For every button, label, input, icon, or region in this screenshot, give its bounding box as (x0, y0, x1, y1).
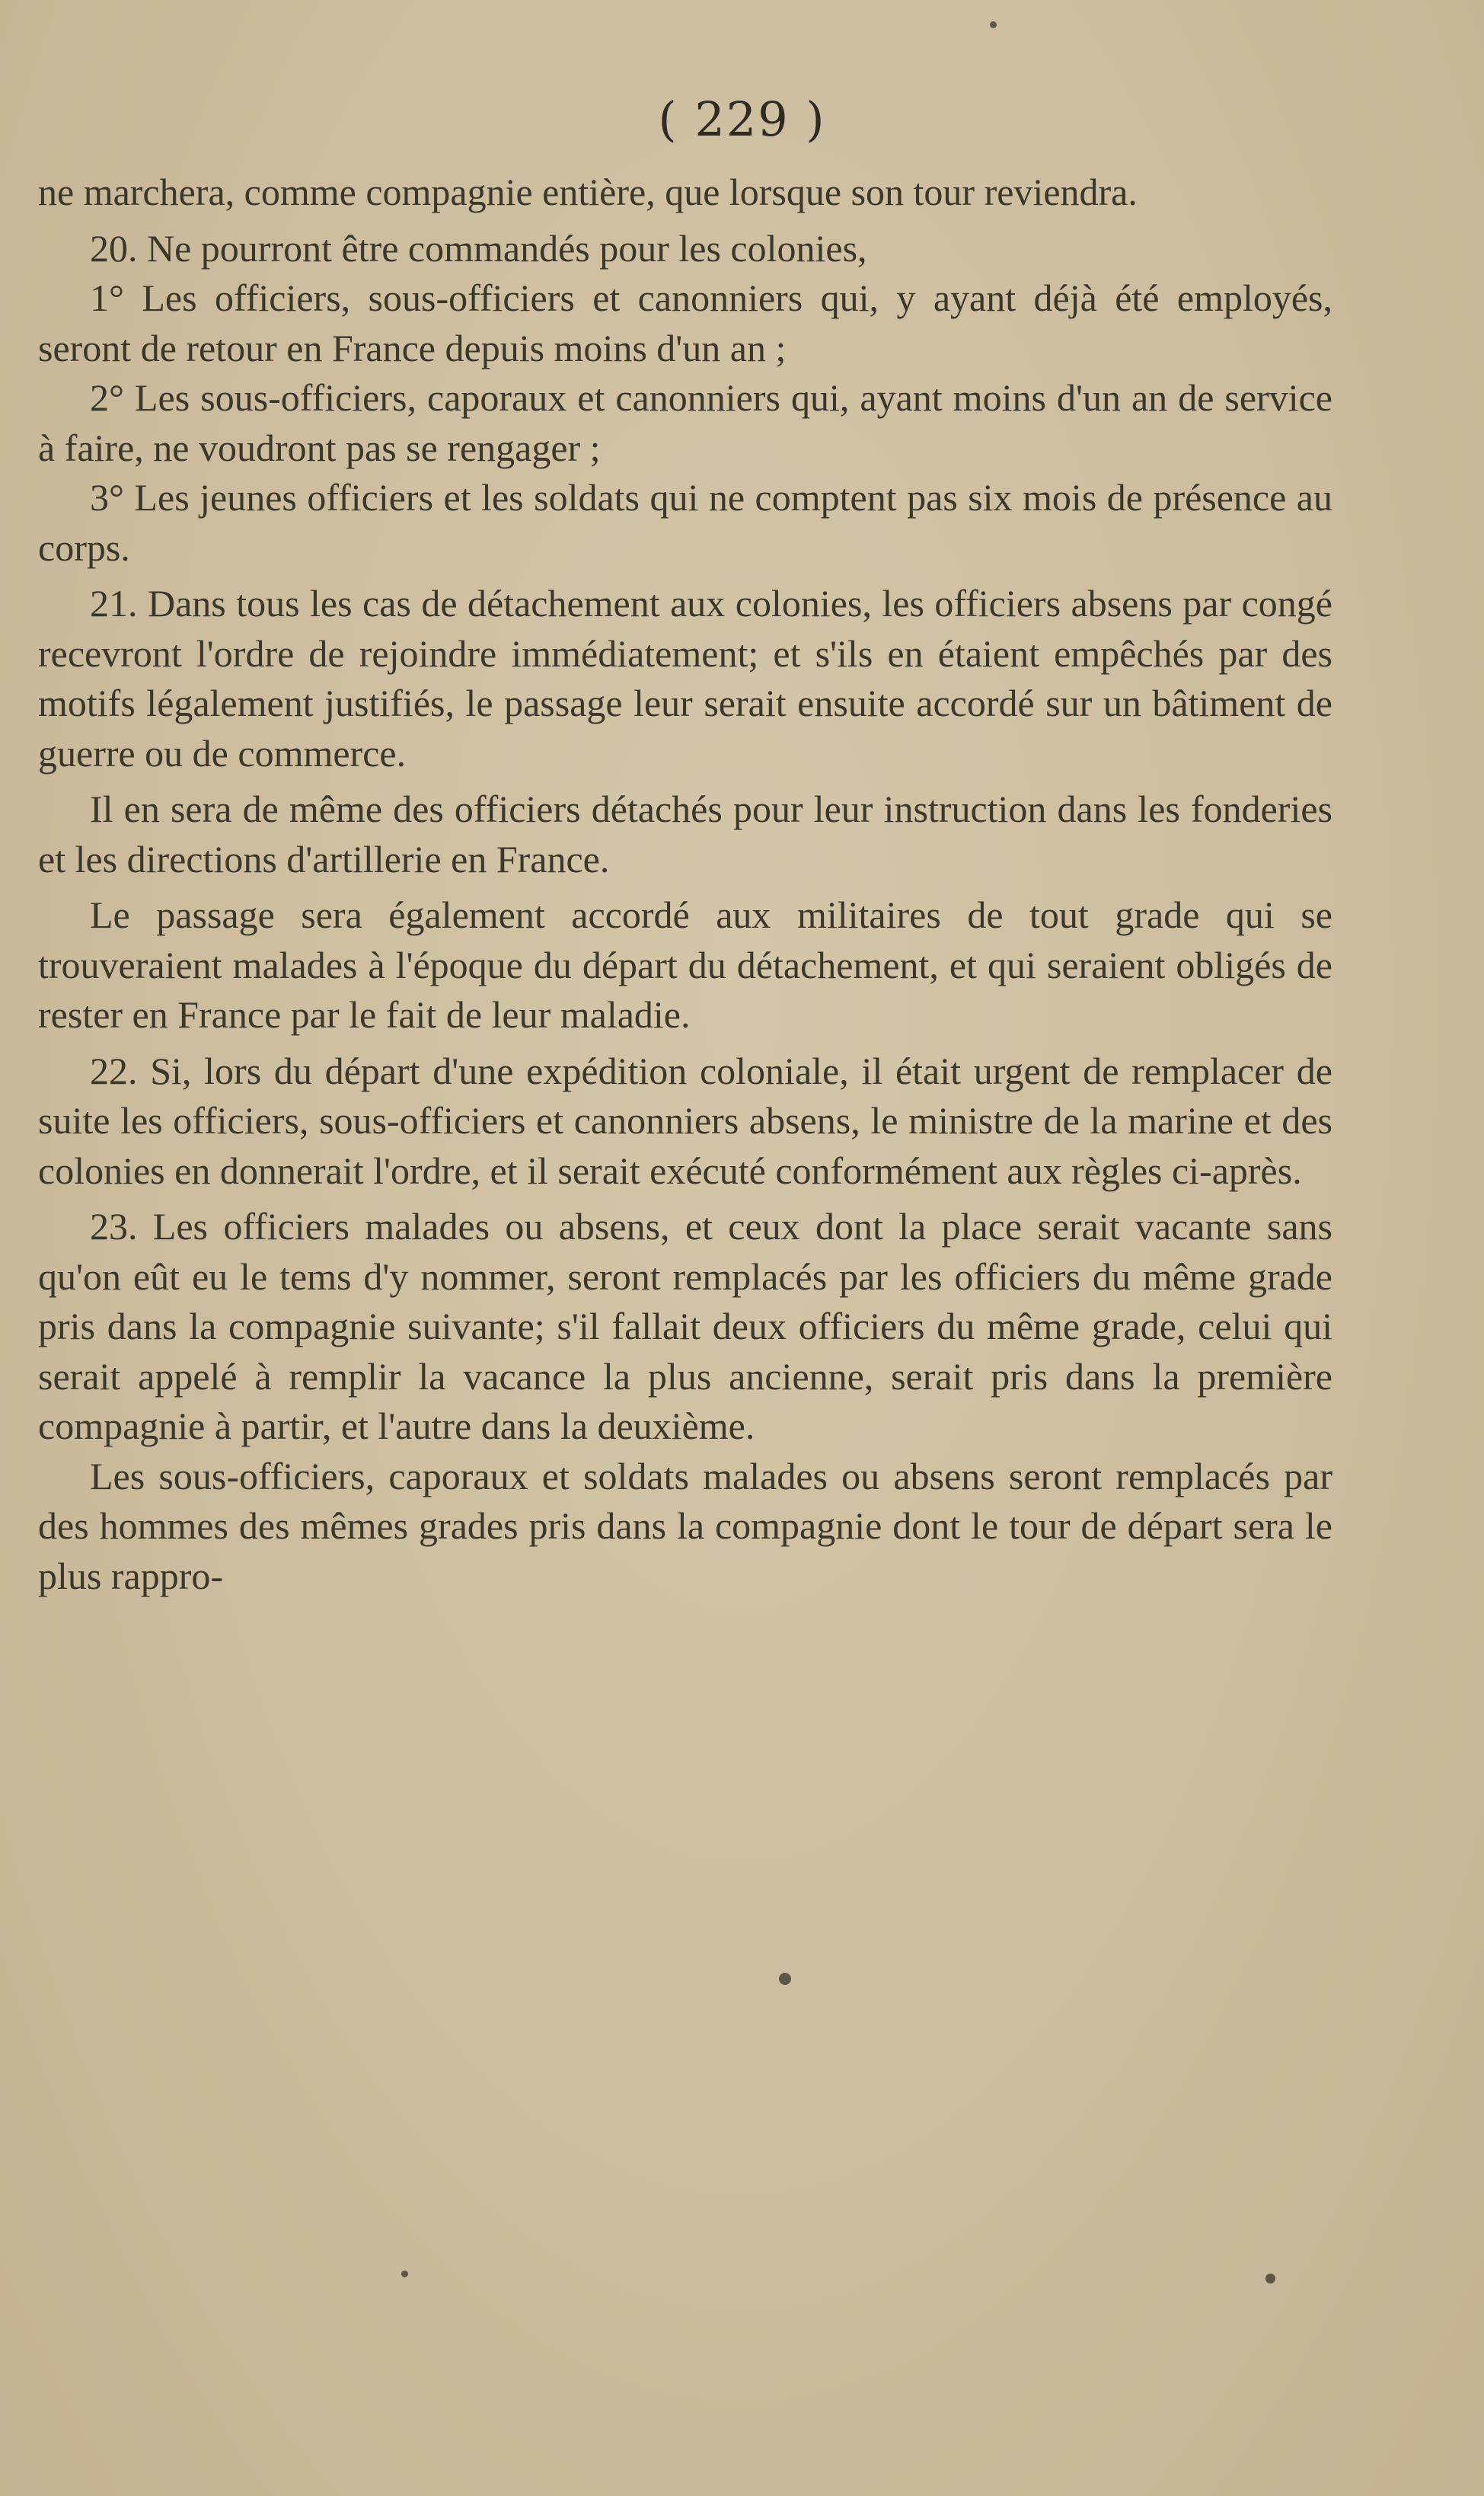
paragraph: Il en sera de même des officiers détachés pour leur instruction dans les fonderies et les directions d'artillerie en France. (38, 788, 1332, 880)
paragraph: 2° Les sous-officiers, caporaux et canonniers qui, ayant moins d'un an de service à faire, ne voudront pas se rengager ; (38, 376, 1332, 469)
ink-speck (1265, 2274, 1275, 2283)
paragraph: Le passage sera également accordé aux militaires de tout grade qui se trouveraient malades à l'époque du départ du détachement, et qui seraient obligés de rester en France par le fait de leur maladie. (38, 893, 1332, 1036)
ink-speck (779, 1973, 791, 1985)
paragraph: 1° Les officiers, sous-officiers et canonniers qui, y ayant déjà été employés, seront de retour en France depuis moins d'un an ; (38, 276, 1332, 369)
paragraph: 23. Les officiers malades ou absens, et ceux dont la place serait vacante sans qu'on eût eu le tems d'y nommer, seront remplacés par les officiers du même grade pris dans la compagnie suivante; s'il fallait deux officiers du même grade, celui qui serait appelé à remplir la vacance la plus ancienne, serait pris dans la première compagnie à partir, et l'autre dans la deuxième. (38, 1205, 1332, 1447)
paragraph: ne marchera, comme compagnie entière, que lorsque son tour reviendra. (38, 171, 1138, 213)
ink-speck (990, 21, 997, 28)
paragraph: 3° Les jeunes officiers et les soldats qui ne comptent pas six mois de présence au corps. (38, 476, 1332, 569)
body-text (38, 168, 1332, 1601)
ink-speck (401, 2271, 408, 2277)
paragraph: 21. Dans tous les cas de détachement aux colonies, les officiers absens par congé recevront l'ordre de rejoindre immédiatement; et s'ils en étaient empêchés par des motifs légalement justifiés, le passage leur serait ensuite accordé sur un bâtiment de guerre ou de commerce. (38, 582, 1332, 775)
paragraph: 22. Si, lors du départ d'une expédition coloniale, il était urgent de remplacer de suite les officiers, sous-officiers et canonniers absens, le ministre de la marine et des colonies en donnerait l'ordre, et il serait exécuté conformément aux règles ci-après. (38, 1049, 1332, 1192)
paragraph: 20. Ne pourront être commandés pour les colonies, (90, 226, 867, 270)
page-number: ( 229 ) (658, 91, 826, 147)
paragraph: Les sous-officiers, caporaux et soldats malades ou absens seront remplacés par des hommes des mêmes grades pris dans la compagnie dont le tour de départ sera le plus rappro- (38, 1454, 1332, 1597)
